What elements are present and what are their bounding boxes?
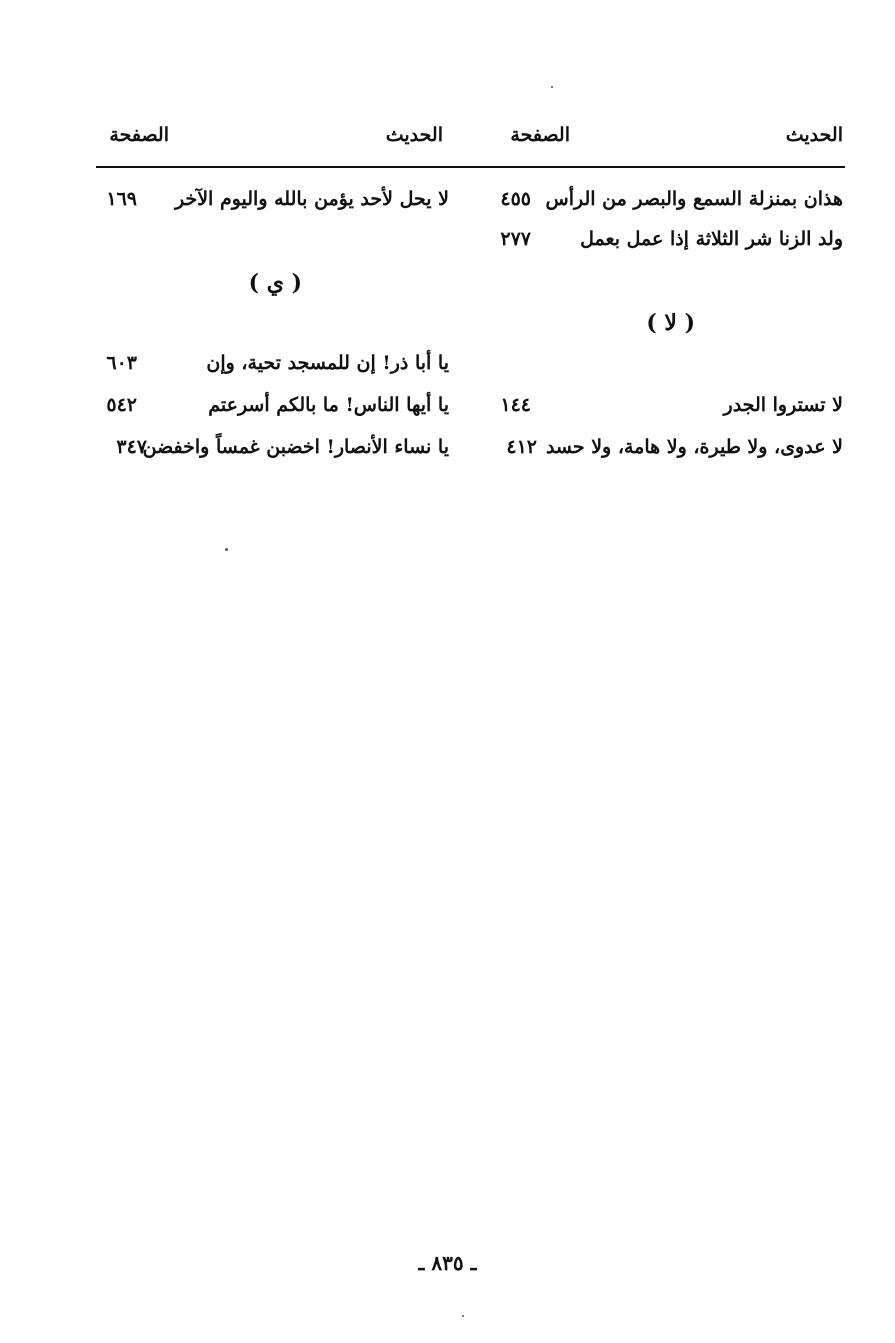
hadith-entry-text: يا أبا ذر! إن للمسجد تحية، وإن — [206, 352, 449, 374]
scan-speck — [462, 1315, 464, 1317]
section-heading-ya: ( ي ) — [248, 270, 302, 296]
header-hadith-label-left: الحديث — [385, 124, 443, 146]
hadith-entry-page: ١٦٩ — [106, 188, 137, 210]
hadith-entry-text: لا يحل لأحد يؤمن بالله واليوم الآخر — [174, 188, 449, 210]
hadith-entry-text: لا تستروا الجدر — [723, 394, 843, 416]
hadith-entry-page: ٤٥٥ — [500, 188, 531, 210]
header-page-label-right: الصفحة — [510, 124, 570, 146]
hadith-entry-page: ٢٧٧ — [500, 228, 531, 250]
scan-speck — [551, 86, 553, 88]
hadith-entry-page: ٣٤٧ — [116, 436, 147, 458]
hadith-entry-text: هذان بمنزلة السمع والبصر من الرأس — [545, 188, 843, 210]
hadith-entry-page: ٤١٢ — [506, 436, 537, 458]
hadith-entry-page: ٥٤٢ — [106, 394, 137, 416]
hadith-entry-page: ١٤٤ — [500, 394, 531, 416]
page-number: ـ ٨٣٥ ـ — [418, 1251, 477, 1275]
hadith-entry-text: يا نساء الأنصار! اخضبن غمساً واخفضن — [142, 436, 449, 458]
header-hadith-label-right: الحديث — [785, 124, 843, 146]
header-page-label-left: الصفحة — [109, 124, 169, 146]
hadith-entry-text: لا عدوى، ولا طيرة، ولا هامة، ولا حسد — [545, 436, 843, 458]
section-heading-la: ( لا ) — [646, 310, 695, 336]
scan-speck — [225, 548, 228, 551]
hadith-entry-text: يا أيها الناس! ما بالكم أسرعتم — [208, 394, 449, 416]
hadith-entry-page: ٦٠٣ — [106, 352, 137, 374]
header-divider — [96, 166, 845, 168]
hadith-entry-text: ولد الزنا شر الثلاثة إذا عمل بعمل — [580, 228, 843, 250]
